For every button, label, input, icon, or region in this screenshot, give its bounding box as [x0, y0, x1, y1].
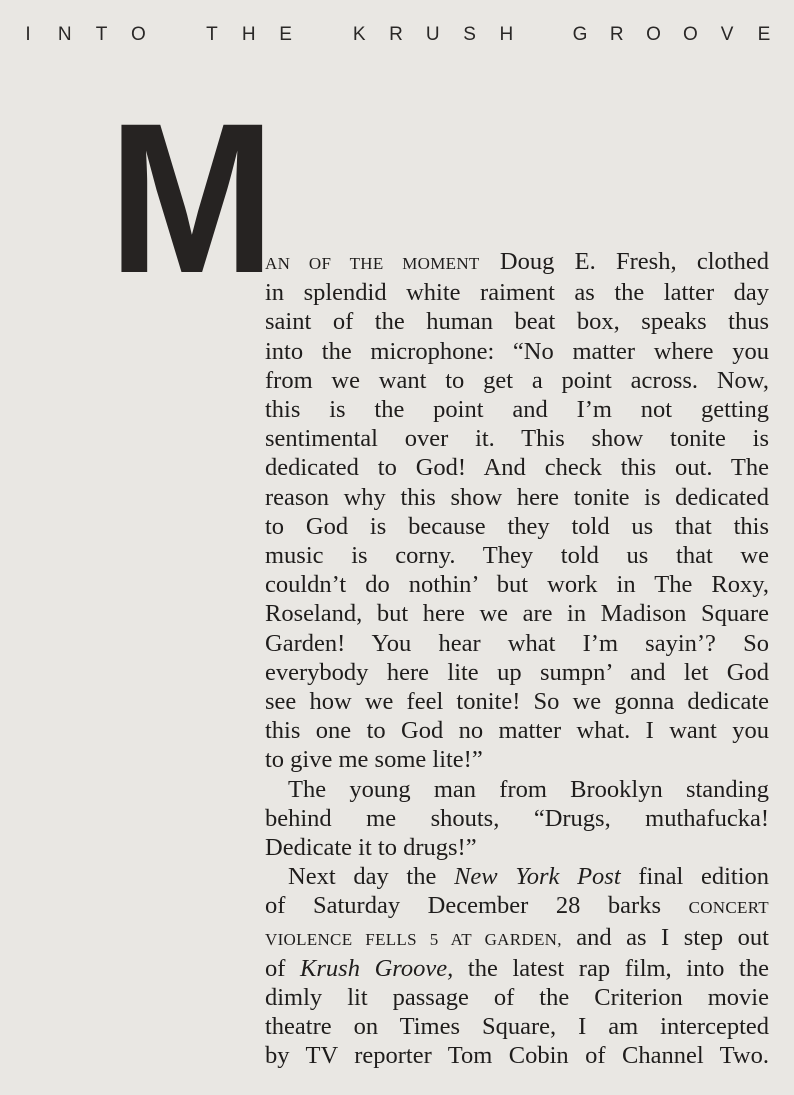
- lead-smallcaps: AN OF THE MOMENT: [265, 254, 480, 273]
- text-line: this is the point and I’m not getting: [265, 396, 769, 424]
- running-head-letter: I: [25, 24, 31, 45]
- text-line: [265, 923, 769, 954]
- text-line: theatre on Times Square, I am intercepted: [265, 1013, 769, 1041]
- running-head-letter: U: [425, 24, 440, 45]
- headline-smallcaps: VIOLENCE FELLS 5 AT GARDEN,: [265, 929, 562, 949]
- text-line: to give me some lite!”: [265, 746, 483, 774]
- running-head-letter: E: [279, 24, 292, 45]
- text-line: behind me shouts, “Drugs, muthafucka!: [265, 804, 769, 832]
- text-line: [265, 247, 769, 278]
- text-run: and as I step out: [561, 923, 769, 951]
- text-line: Garden! You hear what I’m sayin’? So: [265, 629, 769, 657]
- text-line: couldn’t do nothin’ but work in The Roxy,: [265, 571, 769, 599]
- text-line: to God is because they told us that this: [265, 512, 769, 540]
- text-line: dedicated to God! And check this out. The: [265, 454, 769, 482]
- text-line: everybody here lite up sumpn’ and let God: [265, 658, 769, 686]
- text-line: [265, 954, 769, 983]
- running-head: [16, 24, 776, 46]
- text-line: by TV reporter Tom Cobin of Channel Two.: [265, 1042, 769, 1070]
- running-head-letter: T: [206, 24, 218, 45]
- text-line: from we want to get a point across. Now,: [265, 366, 769, 394]
- running-head-letter: E: [757, 24, 771, 45]
- running-head-letter: N: [57, 24, 72, 45]
- text-line: Roseland, but here we are in Madison Square: [265, 600, 769, 628]
- text-line: into the microphone: “No matter where you: [265, 337, 769, 365]
- running-head-gap: [310, 24, 334, 46]
- lead-rest: Doug E. Fresh, clothed: [479, 248, 769, 275]
- text-line: see how we feel tonite! So we gonna dedicate: [265, 688, 769, 716]
- article-body: [265, 247, 769, 1071]
- running-head-letter: O: [646, 24, 661, 45]
- running-head-letter: K: [352, 24, 366, 45]
- newspaper-title: New York Post: [454, 863, 621, 891]
- running-head-letter: O: [131, 24, 146, 45]
- text-line: [265, 862, 769, 891]
- text-run: Next day the: [288, 863, 455, 891]
- text-line: this one to God no matter what. I want you: [265, 717, 769, 745]
- running-head-letter: T: [95, 24, 108, 45]
- running-head-letter: R: [609, 24, 624, 45]
- text-line: sentimental over it. This show tonite is: [265, 425, 769, 453]
- running-head-gap: [163, 24, 187, 46]
- text-line: dimly lit passage of the Criterion movie: [265, 984, 769, 1012]
- running-head-letter: G: [572, 24, 588, 45]
- text-run: final edition: [620, 863, 769, 891]
- running-head-letter: H: [499, 24, 514, 45]
- text-line: Dedicate it to drugs!”: [265, 834, 477, 862]
- text-line: saint of the human beat box, speaks thus: [265, 308, 769, 336]
- running-head-letter: S: [463, 24, 476, 45]
- text-line: in splendid white raiment as the latter day: [265, 279, 769, 307]
- running-head-letter: R: [389, 24, 403, 45]
- film-title: Krush Groove,: [300, 954, 454, 982]
- text-run: of: [265, 954, 301, 982]
- running-head-letter: V: [720, 24, 734, 45]
- text-run: of Saturday December 28 barks: [265, 892, 689, 920]
- text-line: The young man from Brooklyn standing: [288, 775, 769, 803]
- text-line: [265, 891, 769, 922]
- running-head-letter: H: [241, 24, 256, 45]
- drop-cap: M: [108, 79, 276, 318]
- text-line: music is corny. They told us that we: [265, 542, 769, 570]
- text-line: reason why this show here tonite is dedicated: [265, 483, 769, 511]
- running-head-letter: O: [682, 24, 698, 45]
- text-run: the latest rap film, into the: [453, 954, 769, 982]
- running-head-gap: [531, 24, 555, 46]
- headline-smallcaps: CONCERT: [688, 898, 769, 918]
